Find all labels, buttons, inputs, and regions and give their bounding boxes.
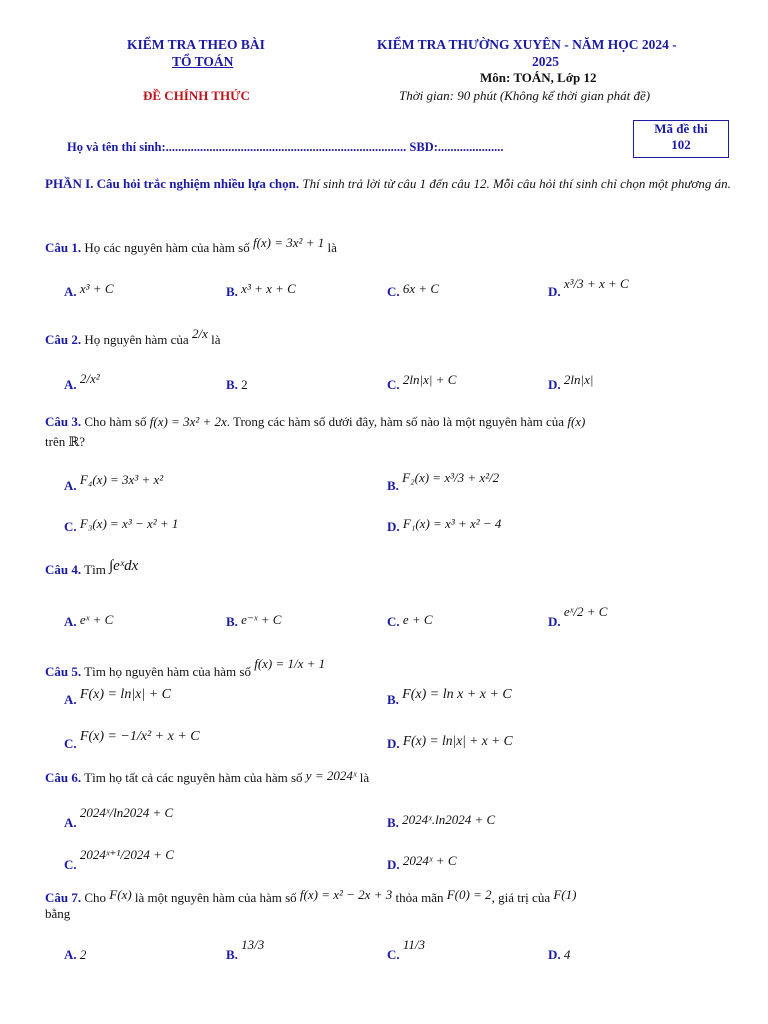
option-text: 11/3	[402, 937, 426, 952]
question-text: Cho hàm số	[84, 414, 147, 429]
q6-option-a[interactable]	[64, 805, 174, 831]
option-label: B.	[387, 478, 399, 493]
exam-code-box	[633, 120, 729, 158]
option-text: 6x + C	[402, 281, 440, 296]
question-mid-3: , giá trị của	[491, 890, 551, 905]
question-tail: . Trong các hàm số dưới đây, hàm số nào là một nguyên hàm của	[226, 414, 565, 429]
option-label: A.	[64, 377, 77, 392]
option-text: eˣ + C	[79, 612, 114, 627]
option-label: C.	[64, 857, 77, 872]
question-tail: là	[327, 240, 337, 255]
time-line: Thời gian: 90 phút (Không kể thời gian phát đề)	[399, 88, 651, 103]
question-number: Câu 5.	[45, 664, 82, 679]
q4-option-d[interactable]	[548, 604, 608, 630]
option-label: D.	[548, 284, 561, 299]
q5-option-d[interactable]	[387, 733, 513, 752]
q1-option-a[interactable]	[64, 281, 114, 300]
option-label: D.	[548, 614, 561, 629]
q3-option-c[interactable]	[64, 516, 179, 535]
option-text: 2	[241, 377, 248, 392]
q6-option-b[interactable]	[387, 812, 496, 831]
question-text: Họ nguyên hàm của	[84, 332, 189, 347]
option-label: C.	[387, 947, 400, 962]
option-label: A.	[64, 478, 77, 493]
option-text: x³ + x + C	[241, 281, 296, 296]
question-expression-2: f(x) = x² − 2x + 3	[299, 887, 393, 902]
question-4	[45, 558, 139, 579]
q5-option-a[interactable]	[64, 687, 172, 709]
option-text: 2024ˣ.ln2024 + C	[402, 812, 496, 827]
q3-option-b[interactable]	[387, 470, 500, 494]
question-expression-4: F(1)	[553, 887, 577, 902]
q5-option-c[interactable]	[64, 729, 200, 753]
question-number: Câu 1.	[45, 240, 82, 255]
department-line: TỔ TOÁN	[172, 54, 234, 69]
exam-title: KIỂM TRA THƯỜNG XUYÊN - NĂM HỌC 2024 -	[377, 37, 677, 52]
question-5	[45, 656, 326, 680]
option-text: 4	[563, 947, 571, 962]
question-expression: f(x) = 1/x + 1	[254, 656, 326, 671]
q2-option-c[interactable]	[387, 372, 457, 393]
option-label: A.	[64, 815, 77, 830]
option-text: 2ln|x|	[563, 372, 594, 387]
q7-option-a[interactable]	[64, 947, 86, 963]
question-expression: f(x) = 3x² + 2x	[149, 414, 227, 429]
exam-title-year: 2025	[532, 54, 559, 69]
question-3	[45, 414, 585, 430]
option-text: 2/x²	[79, 371, 100, 386]
option-label: A.	[64, 614, 77, 629]
option-text: F₁(x) = x³ + x² − 4	[402, 516, 502, 531]
q6-option-c[interactable]	[64, 847, 174, 873]
question-7-line2: bằng	[45, 906, 71, 921]
subject-line: Môn: TOÁN, Lớp 12	[480, 70, 597, 85]
question-mid: là một nguyên hàm của hàm số	[134, 890, 297, 905]
option-label: D.	[387, 857, 400, 872]
question-tail: là	[211, 332, 221, 347]
option-text: e⁻ˣ + C	[241, 612, 282, 627]
question-expression-3: F(0) = 2	[446, 887, 492, 902]
student-info-line: Họ và tên thí sinh:............................................................................. SBD:.....................	[67, 140, 504, 154]
question-number: Câu 6.	[45, 770, 82, 785]
q5-option-b[interactable]	[387, 687, 512, 709]
section-instructions: Thí sinh trả lời từ câu 1 đến câu 12. Mỗi câu hỏi thí sinh chỉ chọn một phương án.	[302, 176, 731, 191]
option-text: 2024ˣ⁺¹/2024 + C	[79, 847, 174, 862]
option-label: D.	[387, 736, 400, 751]
option-text: x³ + C	[79, 281, 114, 296]
option-label: B.	[387, 692, 399, 707]
q3-option-d[interactable]	[387, 516, 502, 535]
option-label: A.	[64, 692, 77, 707]
option-text: 2024ˣ/ln2024 + C	[79, 805, 174, 820]
question-expression: y = 2024ˣ	[305, 768, 357, 783]
q7-option-c[interactable]	[387, 937, 426, 963]
option-text: F(x) = −1/x² + x + C	[79, 729, 200, 744]
option-text: x³/3 + x + C	[563, 276, 629, 291]
option-label: B.	[226, 947, 238, 962]
question-3-line2: trên ℝ?	[45, 434, 86, 449]
question-mid-2: thỏa mãn	[395, 890, 444, 905]
option-label: B.	[387, 815, 399, 830]
school-line: KIỂM TRA THEO BÀI	[127, 37, 265, 52]
question-number: Câu 7.	[45, 890, 82, 905]
option-text: 2ln|x| + C	[402, 372, 457, 387]
q6-option-d[interactable]	[387, 853, 457, 873]
question-1	[45, 235, 337, 256]
option-label: C.	[387, 614, 400, 629]
option-text: F₃(x) = x³ − x² + 1	[79, 516, 179, 531]
question-text: Tìm họ nguyên hàm của hàm số	[84, 664, 251, 679]
option-label: A.	[64, 284, 77, 299]
exam-code-label: Mã đề thi	[654, 121, 708, 136]
option-label: C.	[387, 284, 400, 299]
option-label: B.	[226, 284, 238, 299]
question-text: Tìm họ tất cả các nguyên hàm của hàm số	[84, 770, 303, 785]
option-text: F₂(x) = x³/3 + x²/2	[402, 470, 500, 485]
q2-option-d[interactable]	[548, 372, 594, 393]
question-tail: là	[359, 770, 370, 785]
option-label: B.	[226, 377, 238, 392]
question-number: Câu 4.	[45, 562, 82, 577]
question-7	[45, 887, 577, 906]
question-tail-expression: f(x)	[567, 414, 586, 429]
question-expression: f(x) = 3x² + 1	[252, 235, 325, 250]
question-expression: F(x)	[109, 887, 132, 902]
option-label: A.	[64, 947, 77, 962]
option-label: D.	[548, 377, 561, 392]
option-text: eˣ/2 + C	[563, 604, 608, 619]
option-text: 13/3	[241, 937, 265, 952]
option-label: C.	[387, 377, 400, 392]
option-text: F(x) = ln|x| + x + C	[402, 733, 513, 748]
q1-option-c[interactable]	[387, 281, 440, 300]
option-label: C.	[64, 736, 77, 751]
q7-option-b[interactable]	[226, 937, 265, 963]
option-label: D.	[548, 947, 561, 962]
option-label: C.	[64, 519, 77, 534]
q4-option-c[interactable]	[387, 614, 433, 630]
question-text: Cho	[84, 890, 107, 905]
option-label: B.	[226, 614, 238, 629]
option-text: F(x) = ln x + x + C	[402, 687, 512, 702]
question-text: Họ các nguyên hàm của hàm số	[84, 240, 250, 255]
question-2	[45, 326, 221, 348]
q1-option-d[interactable]	[548, 276, 629, 300]
question-text: Tìm	[84, 562, 106, 577]
option-text: e + C	[402, 612, 433, 627]
exam-code-value: 102	[671, 136, 691, 152]
official-label: ĐỀ CHÍNH THỨC	[143, 88, 250, 103]
section-title: PHẦN I. Câu hỏi trắc nghiệm nhiều lựa chọn.	[45, 176, 300, 191]
question-number: Câu 3.	[45, 414, 82, 429]
q2-option-b[interactable]	[226, 377, 248, 393]
option-text: 2024ˣ + C	[402, 853, 457, 868]
option-text: F₄(x) = 3x³ + x²	[79, 472, 164, 487]
q3-option-a[interactable]	[64, 472, 164, 494]
question-6	[45, 770, 369, 786]
question-number: Câu 2.	[45, 332, 82, 347]
question-expression: 2/x	[191, 326, 208, 341]
q4-option-a[interactable]	[64, 614, 113, 630]
q7-option-d[interactable]	[548, 947, 570, 963]
section-header	[45, 175, 735, 193]
q4-option-b[interactable]	[226, 614, 281, 630]
option-text: 2	[79, 947, 87, 962]
q2-option-a[interactable]	[64, 371, 100, 393]
q1-option-b[interactable]	[226, 281, 296, 300]
option-text: F(x) = ln|x| + C	[79, 687, 172, 702]
option-label: D.	[387, 519, 400, 534]
question-expression: ∫eˣdx	[109, 558, 139, 574]
